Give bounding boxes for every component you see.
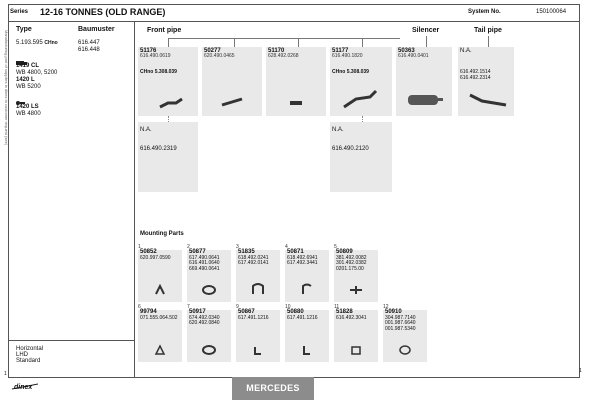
na-card[interactable]: N.A. 616.490.2120 (330, 122, 392, 192)
front-pipe-icon (158, 97, 184, 109)
mount-number: 9 (236, 304, 239, 310)
baumuster-2: 616.448 (78, 47, 100, 53)
page-marker-left: 1 (4, 371, 7, 377)
bracket-tick (298, 38, 299, 47)
part-card[interactable]: 51170 628.492.0268 (266, 47, 326, 116)
bracket-tick (234, 38, 235, 47)
bracket-tick (362, 38, 363, 47)
part-card[interactable]: 51176 616.490.0619 CHno 5.308.039 (138, 47, 198, 116)
mount-number: 7 (187, 304, 190, 310)
part-card[interactable]: N.A. 616.492.1514 616.492.2314 (458, 47, 514, 116)
clamp-ring-icon (201, 284, 217, 296)
bracket-icon (250, 282, 266, 296)
clamp-icon (348, 284, 364, 296)
mount-card[interactable]: 50867 617.491.1216 (236, 310, 280, 362)
orientation-3: Standard (16, 358, 41, 364)
bracket-tick (168, 38, 169, 47)
model-2-wb: WB 5200 (16, 84, 41, 90)
mounting-heading: Mounting Parts (140, 231, 184, 237)
orientation-divider (8, 340, 134, 341)
tail-pipe-numbers: 616.492.1514 616.492.2314 (460, 69, 491, 81)
clamp-icon (154, 284, 166, 296)
bolt-icon (252, 344, 264, 356)
model-3-wb: WB 4800 (16, 111, 41, 117)
model-1: 1419 CL (16, 63, 40, 69)
mount-card[interactable]: 50852 620.997.0590 (138, 250, 182, 302)
model-1-wb: WB 4800, 5200 (16, 70, 58, 76)
mount-number: 5 (334, 244, 337, 250)
orientation-2: LHD (16, 352, 29, 358)
rubber-mount-icon (350, 344, 362, 356)
silencer-heading: Silencer (412, 27, 440, 34)
brand-banner: MERCEDES (232, 377, 314, 400)
system-label: System No. (468, 9, 501, 15)
baumuster-label: Baumuster (78, 26, 115, 33)
svg-text:dinex: dinex (14, 384, 33, 391)
mount-card[interactable]: 50917 674.492.0340 620.492.0840 (187, 310, 231, 362)
gasket-icon (397, 344, 413, 356)
bellows-icon (286, 97, 306, 109)
mount-card[interactable]: 50877 617.490.0641 616.491.0640 669.490.0641 (187, 250, 231, 302)
mount-card[interactable]: 50880 617.491.1216 (285, 310, 329, 362)
mount-card[interactable]: 99794 071.555.064.502 (138, 310, 182, 362)
chassis-note: CHno 5.308.039 (140, 69, 177, 75)
baumuster-1: 616.447 (78, 40, 100, 46)
na-card[interactable]: N.A. 616.490.2319 (138, 122, 198, 192)
mount-number: 2 (187, 244, 190, 250)
mount-card[interactable]: 51835 618.492.0241 617.492.0141 (236, 250, 280, 302)
orientation-1: Horizontal (16, 346, 44, 352)
part-card[interactable]: 51177 616.490.1820 CHno 5.308.039 (330, 47, 392, 116)
tail-pipe-icon (468, 91, 508, 109)
mount-number: 3 (236, 244, 239, 250)
system-number: 150100064 (536, 9, 567, 15)
tail-pipe-heading: Tail pipe (474, 27, 502, 34)
mount-number: 12 (383, 304, 389, 310)
mount-number: 1 (138, 244, 141, 250)
dinex-logo (10, 379, 40, 390)
front-pipe-heading: Front pipe (147, 27, 182, 34)
series-label: Series (10, 9, 29, 15)
part-card[interactable]: 50277 620.490.0465 (202, 47, 262, 116)
bracket-tick (488, 36, 489, 47)
mount-card[interactable]: 50809 381.492.0082 301.492.0382 0201.175.00 (334, 250, 378, 302)
model-3: 1420 LS (16, 104, 39, 110)
mount-number: 10 (285, 304, 291, 310)
chassis-note: CHno 5.308.039 (332, 69, 369, 75)
mount-card[interactable]: 50910 304.987.7140 001.987.6640 001.987.5340 (383, 310, 427, 362)
left-column-divider (134, 21, 135, 378)
sideways-note: Manufacturing part of supplies in dinex to customer request (see) (4, 30, 9, 146)
part-card[interactable]: 50363 616.490.0401 (396, 47, 452, 116)
clamp-ring-icon (201, 344, 217, 356)
page-marker-right: 1 (579, 368, 582, 374)
header-divider (8, 21, 580, 22)
mount-card[interactable]: 50871 618.492.6941 617.492.3441 (285, 250, 329, 302)
mount-number: 6 (138, 304, 141, 310)
series-title: 12-16 TONNES (OLD RANGE) (40, 7, 166, 17)
clip-icon (154, 344, 166, 356)
bolt-icon (301, 344, 313, 356)
silencer-icon (404, 91, 444, 109)
front-pipe-icon (342, 89, 378, 109)
type-label: Type (16, 26, 32, 33)
type-value: 5.193.595 CHno (16, 40, 58, 46)
mount-card[interactable]: 51828 616.492.3041 (334, 310, 378, 362)
pipe-section-icon (220, 97, 244, 107)
bracket-tick (426, 36, 427, 47)
model-2: 1420 L (16, 77, 35, 83)
mount-number: 4 (285, 244, 288, 250)
bracket-icon (299, 282, 315, 296)
front-pipe-bracket (168, 38, 400, 39)
mount-number: 11 (334, 304, 340, 310)
